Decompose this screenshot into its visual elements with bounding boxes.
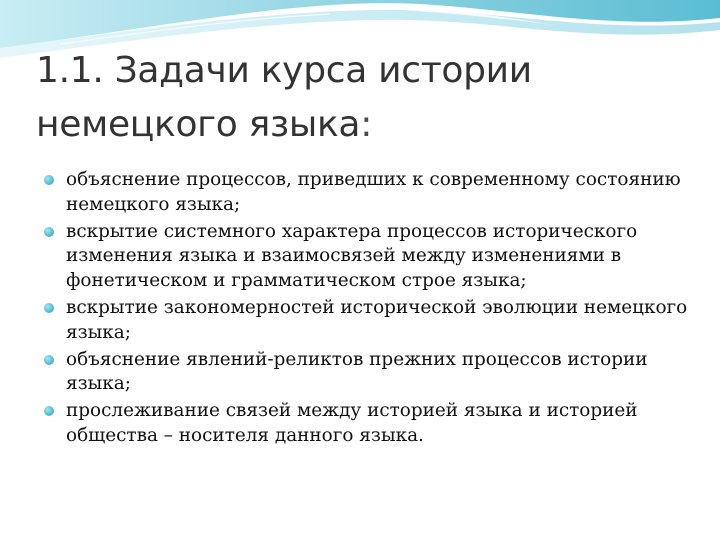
bullet-text: прослеживание связей между историей языка и историей общества – носителя данного языка. xyxy=(66,400,638,446)
bullet-text: объяснение явлений-реликтов прежних процессов истории языка; xyxy=(66,348,648,395)
bullet-item xyxy=(42,168,692,218)
circle-bullet-icon xyxy=(44,227,54,237)
bullet-list xyxy=(42,168,692,451)
bullet-text: объяснение процессов, приведших к современному состоянию немецкого языка; xyxy=(66,169,681,215)
bullet-item xyxy=(42,399,692,449)
bullet-item xyxy=(42,348,692,398)
slide-title-text: 1.1. Задачи курса истории немецкого языка xyxy=(36,50,532,145)
circle-bullet-icon xyxy=(44,406,54,416)
circle-bullet-icon xyxy=(44,303,54,313)
circle-bullet-icon xyxy=(44,355,54,365)
slide-title-colon: : xyxy=(360,104,373,145)
bullet-item xyxy=(42,220,692,294)
circle-bullet-icon xyxy=(44,175,54,185)
slide-title xyxy=(36,44,696,152)
bullet-item xyxy=(42,296,692,346)
bullet-text: вскрытие закономерностей исторической эволюции немецкого языка; xyxy=(66,296,688,343)
bullet-text: вскрытие системного характера процессов исторического изменения языка и взаимосвязей между изменениями в фонетическом и грамматическом строе языка; xyxy=(66,220,638,292)
